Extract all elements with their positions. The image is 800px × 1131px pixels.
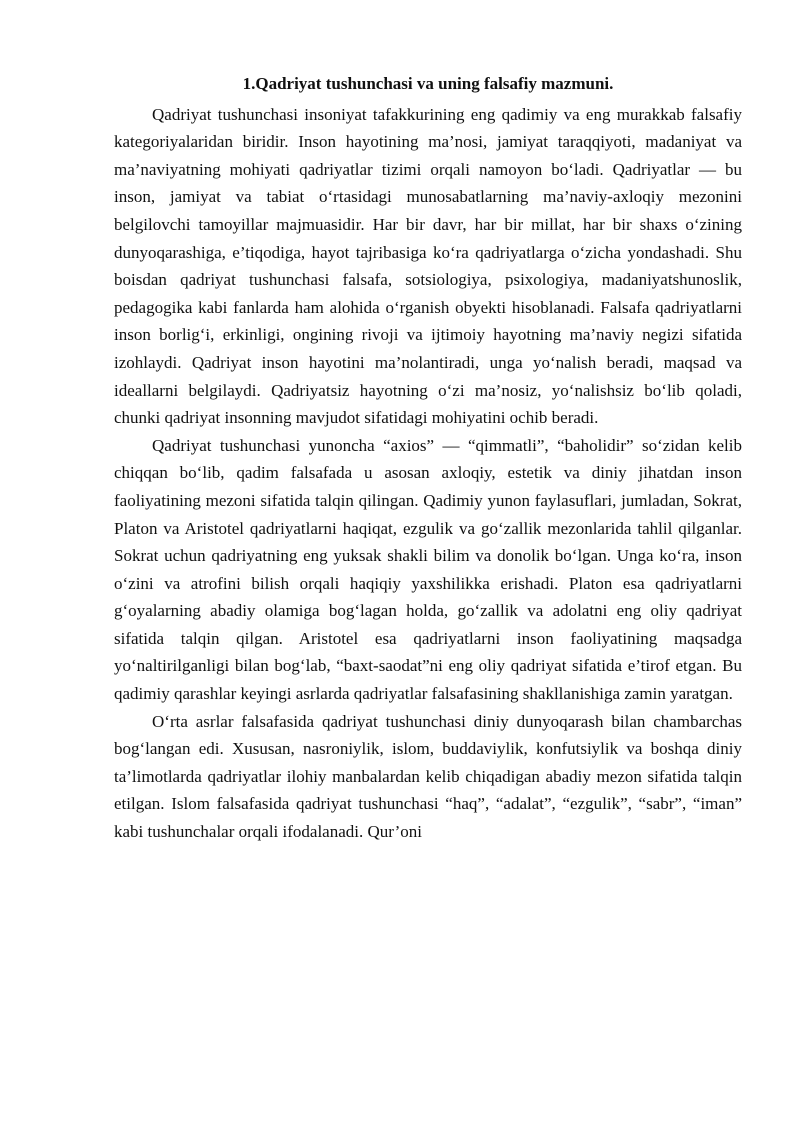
paragraph-3: O‘rta asrlar falsafasida qadriyat tushunchasi diniy dunyoqarash bilan chambarchas bog‘langan edi. Xususan, nasroniylik, islom, buddaviylik, konfutsiylik va boshqa diniy ta’limotlarda qadriyatlar ilohiy manbalardan kelib chiqadigan abadiy mezon sifatida talqin etilgan. Islom falsafasida qadriyat tushunchasi “haq”, “adalat”, “ezgulik”, “sabr”, “iman” kabi tushunchalar orqali ifodalanadi. Qur’oni — [114, 711, 742, 842]
section-title: 1.Qadriyat tushunchasi va uning falsafiy mazmuni. — [242, 74, 614, 93]
paragraph-2: Qadriyat tushunchasi yunoncha “axios” — “qimmatli”, “baholidir” so‘zidan kelib chiqqan bo‘lib, qadim falsafada u asosan axloqiy, estetik va diniy jihatdan inson faoliyatining mezoni sifatida talqin qilingan. Qadimiy yunon faylasuflari, jumladan, Sokrat, Platon va Aristotel qadriyatlarni haqiqat, ezgulik va go‘zallik mezonlarida tahlil qilganlar. Sokrat uchun qadriyatning eng yuksak shakli bilim va donolik bo‘lgan. Unga ko‘ra, inson o‘zini va atrofini bilish orqali haqiqiy yaxshilikka erishadi. Platon esa qadriyatlarni g‘oyalarning abadiy olamiga bog‘lagan holda, go‘zallik va adolatni eng oliy qadriyat sifatida talqin qilgan. Aristotel esa qadriyatlarni inson faoliyatining maqsadga yo‘naltirilganligi bilan bog‘lab, “baxt-saodat”ni eng oliy qadriyat sifatida e’tirof etgan. Bu qadimiy qarashlar keyingi asrlarda qadriyatlar falsafasining shakllanishiga zamin yaratgan. — [114, 435, 742, 704]
document-page — [114, 70, 742, 846]
paragraph-1: Qadriyat tushunchasi insoniyat tafakkurining eng qadimiy va eng murakkab falsafiy kategoriyalaridan biridir. Inson hayotining ma’nosi, jamiyat taraqqiyoti, madaniyat va ma’naviyatning mohiyati qadriyatlar tizimi orqali namoyon bo‘ladi. Qadriyatlar — bu inson, jamiyat va tabiat o‘rtasidagi munosabatlarning ma’naviy-axloqiy mezonini belgilovchi tamoyillar majmuasidir. Har bir davr, har bir millat, har bir shaxs o‘zining dunyoqarashiga, e’tiqodiga, hayot tajribasiga ko‘ra qadriyatlarga o‘zicha yondashadi. Shu boisdan qadriyat tushunchasi falsafa, sotsiologiya, psixologiya, madaniyatshunoslik, pedagogika kabi fanlarda ham alohida o‘rganish obyekti hisoblanadi. Falsafa qadriyatlarni inson borlig‘i, erkinligi, ongining rivoji va ijtimoiy hayotning ma’naviy negizi sifatida izohlaydi. Qadriyat inson hayotini ma’nolantiradi, unga yo‘nalish beradi, maqsad va ideallarni belgilaydi. Qadriyatsiz hayotning o‘zi ma’nosiz, yo‘nalishsiz bo‘lib qoladi, chunki qadriyat insonning mavjudot sifatidagi mohiyatini ochib beradi. — [114, 104, 742, 428]
